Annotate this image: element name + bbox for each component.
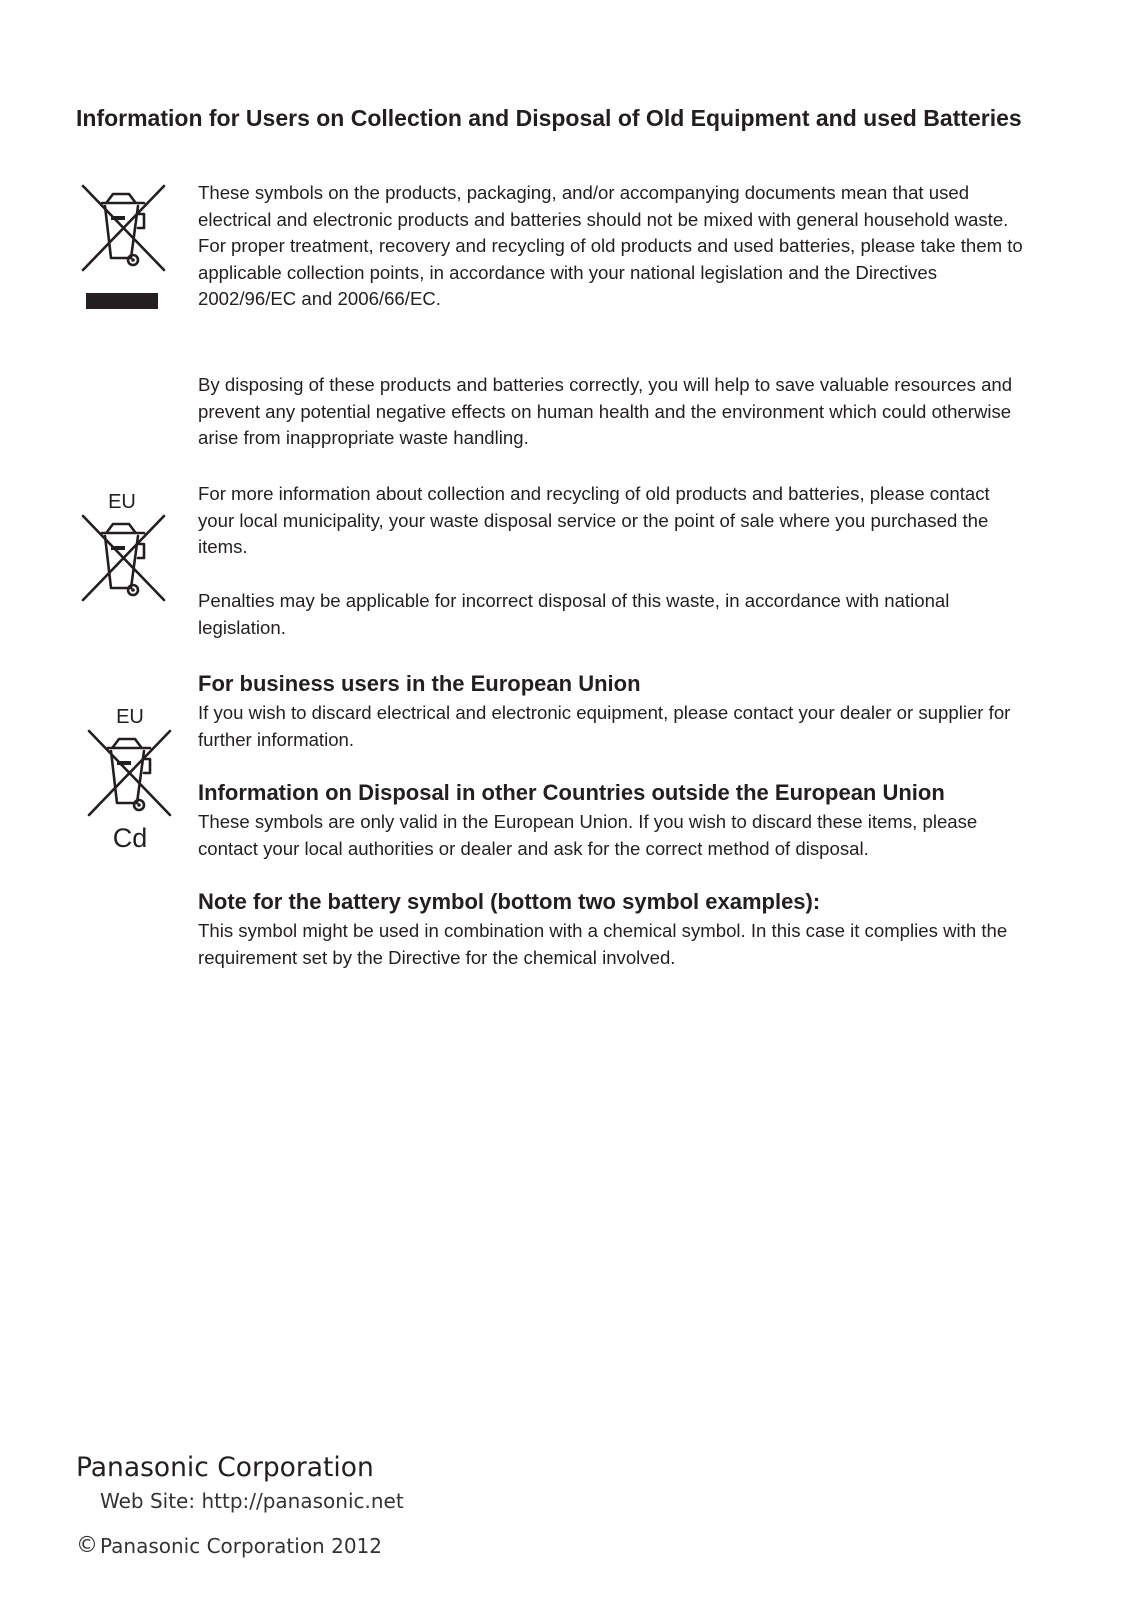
copyright-text: Panasonic Corporation 2012: [100, 1534, 382, 1558]
eu-label: EU: [108, 491, 136, 513]
intro-paragraph: For proper treatment, recovery and recycling of old products and used batteries, please take them to applicable collection points, in accordance with your national legislation and the Directives 2002/96/EC and 2006/66/EC.: [198, 235, 1023, 309]
chemical-symbol-label: Cd: [112, 823, 148, 853]
section-heading: Note for the battery symbol (bottom two symbol examples):: [198, 889, 821, 914]
intro-paragraph: By disposing of these products and batteries correctly, you will help to save valuable resources and prevent any potential negative effects on human health and the environment which could otherwise arise from inappropriate waste handling.: [198, 374, 1013, 448]
section-heading: For business users in the European Union: [198, 671, 641, 696]
intro-block: [198, 372, 1028, 452]
page-title: Information for Users on Collection and Disposal of Old Equipment and used Batteries: [76, 105, 1022, 131]
website: Web Site: http://panasonic.net: [100, 1489, 404, 1513]
crossed-bin-icon: [78, 512, 170, 604]
collection-bar-icon: [86, 293, 158, 309]
copyright: [76, 1533, 382, 1559]
intro-block: [198, 588, 1028, 641]
crossed-bin-icon: [78, 182, 170, 274]
section-paragraph: These symbols are only valid in the European Union. If you wish to discard these items, please contact your local authorities or dealer and ask for the correct method of disposal.: [198, 811, 978, 859]
intro-paragraph: For more information about collection and recycling of old products and batteries, please contact your local municipality, your waste disposal service or the point of sale where you purchased the items.: [198, 483, 990, 557]
intro-block: [198, 481, 1028, 561]
section-text: [198, 809, 1028, 862]
intro-block: [198, 180, 1028, 313]
section-heading: Information on Disposal in other Countries outside the European Union: [198, 780, 945, 805]
section-paragraph: This symbol might be used in combination with a chemical symbol. In this case it complies with the requirement set by the Directive for the chemical involved.: [198, 920, 1008, 968]
section-text: [198, 700, 1028, 753]
crossed-bin-icon: [84, 727, 176, 819]
copyright-icon: ©: [76, 1533, 98, 1558]
intro-paragraph: Penalties may be applicable for incorrect disposal of this waste, in accordance with national legislation.: [198, 590, 950, 638]
section-paragraph: If you wish to discard electrical and electronic equipment, please contact your dealer or supplier for further information.: [198, 702, 1011, 750]
section-text: [198, 918, 1028, 971]
eu-label: EU: [116, 706, 144, 728]
company-name: Panasonic Corporation: [76, 1452, 374, 1483]
intro-paragraph: These symbols on the products, packaging, and/or accompanying documents mean that used electrical and electronic products and batteries should not be mixed with general household waste.: [198, 182, 1009, 230]
